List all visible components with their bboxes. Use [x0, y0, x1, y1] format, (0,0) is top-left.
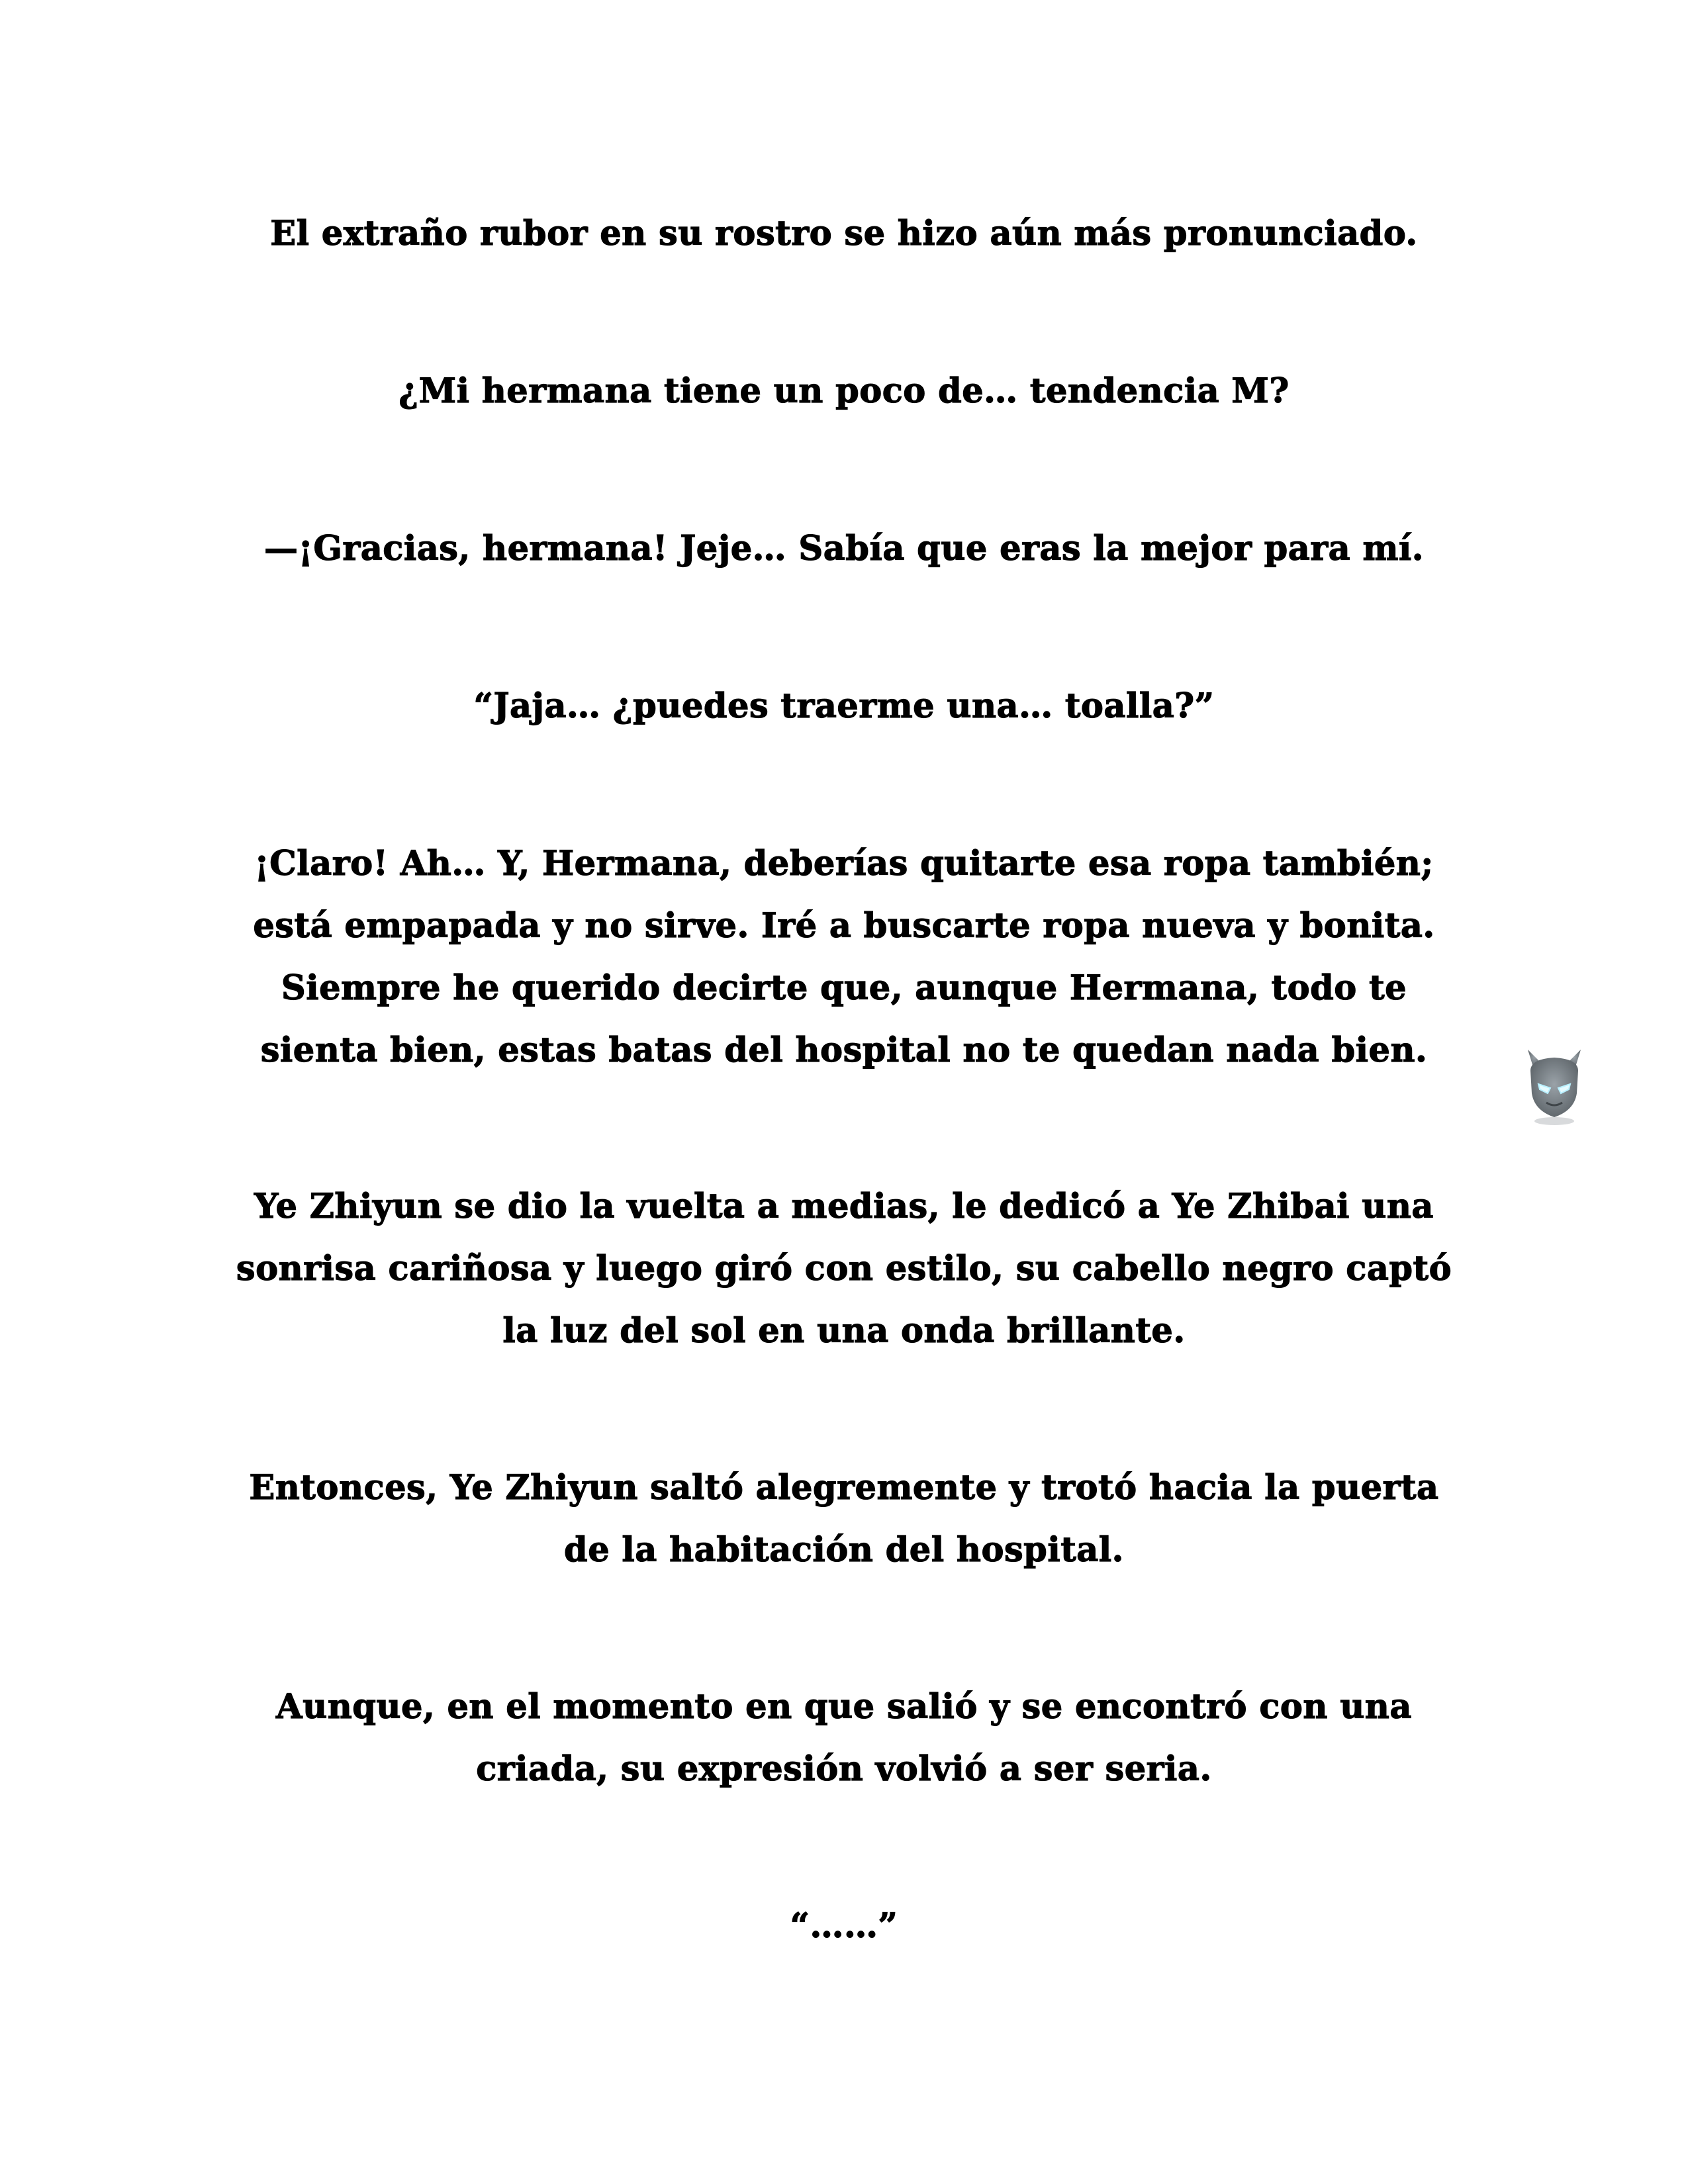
paragraph-4: “Jaja… ¿puedes traerme una… toalla?”: [473, 686, 1215, 726]
paragraph-1: El extraño rubor en su rostro se hizo aún más pronunciado.: [270, 214, 1418, 253]
paragraph-7: Entonces, Ye Zhiyun saltó alegremente y trotó hacia la puerta de la habitación del hospital.: [249, 1468, 1439, 1570]
paragraph-6: Ye Zhiyun se dio la vuelta a medias, le dedicó a Ye Zhibai una sonrisa cariñosa y luego giró con estilo, su cabello negro captó la luz del sol en una onda brillante.: [236, 1187, 1452, 1351]
paragraph-5: ¡Claro! Ah… Y, Hermana, deberías quitarte esa ropa también; está empapada y no sirve. Iré a buscarte ropa nueva y bonita. Siempre he querido decirte que, aunque Hermana, todo te sienta bien, estas batas del hospital no te quedan nada bien.: [253, 844, 1435, 1070]
paragraph-8: Aunque, en el momento en que salió y se encontró con una criada, su expresión volvió a ser seria.: [276, 1687, 1412, 1789]
paragraph-2: ¿Mi hermana tiene un poco de… tendencia M?: [399, 371, 1289, 411]
paragraph-9: “……”: [790, 1906, 898, 1946]
paragraph-3: —¡Gracias, hermana! Jeje… Sabía que eras la mejor para mí.: [263, 529, 1425, 569]
demon-head-icon: [1521, 1047, 1587, 1130]
